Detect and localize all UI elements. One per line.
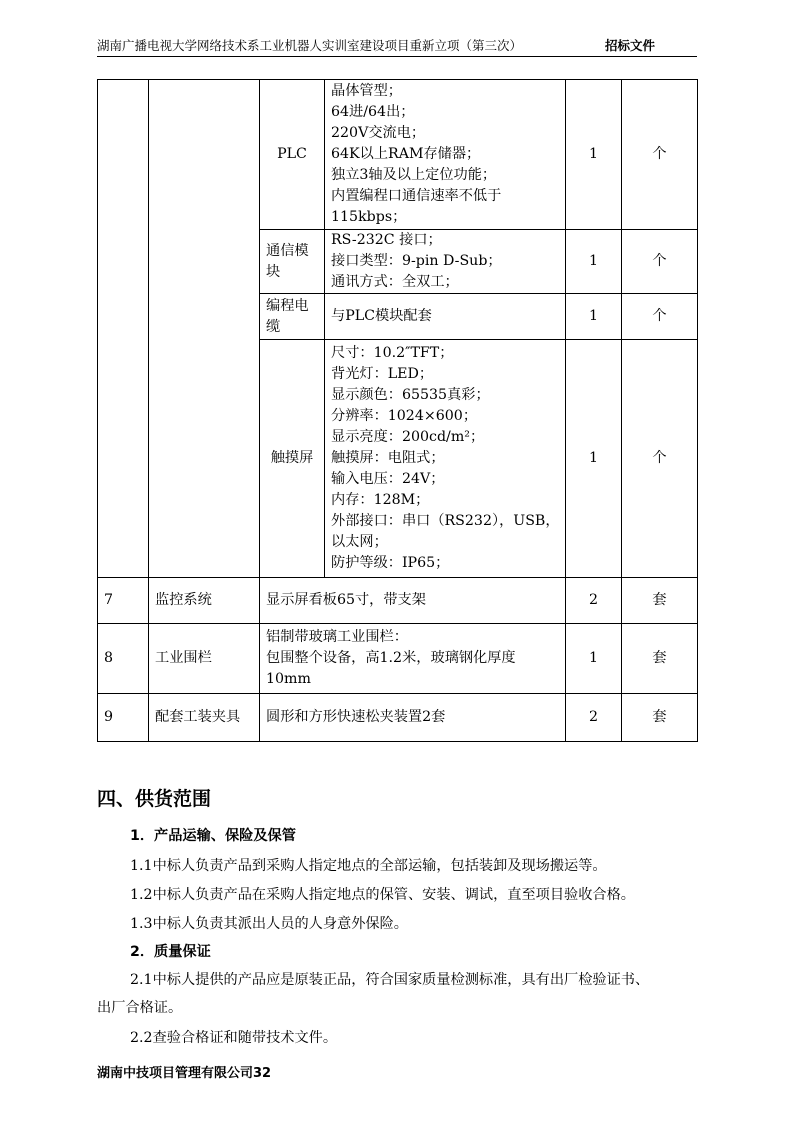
unit-cell: 个 bbox=[622, 340, 698, 578]
unit-cell: 个 bbox=[622, 80, 698, 230]
spec-line: 触摸屏：电阻式； bbox=[331, 450, 445, 466]
paragraph: 2.1中标人提供的产品应是原装正品，符合国家质量检测标准，具有出厂检验证书、 bbox=[130, 972, 650, 988]
spec-line: 防护等级：IP65； bbox=[331, 555, 450, 571]
row-number-cell: 9 bbox=[98, 694, 149, 742]
spec-line: 220V交流电； bbox=[331, 125, 426, 141]
page-header bbox=[97, 36, 697, 54]
spec-line: 圆形和方形快速松夹装置2套 bbox=[266, 709, 446, 725]
spec-line: 以太网； bbox=[331, 534, 388, 550]
spec-line: RS-232C 接口； bbox=[331, 232, 442, 248]
component-name: 触摸屏 bbox=[260, 340, 325, 578]
spec-line: 分辨率：1024×600； bbox=[331, 408, 478, 424]
spec-line: 115kbps； bbox=[331, 209, 407, 225]
spec-table bbox=[97, 79, 698, 742]
quantity-cell: 1 bbox=[566, 80, 622, 230]
spec-line: 晶体管型； bbox=[331, 83, 402, 99]
footer-company: 湖南中技项目管理有限公司 bbox=[97, 1066, 254, 1081]
item-name-cell: 工业围栏 bbox=[149, 624, 260, 694]
component-name bbox=[260, 294, 325, 340]
paragraph: 2.2查验合格证和随带技术文件。 bbox=[130, 1030, 338, 1046]
spec-line: 10mm bbox=[266, 671, 311, 687]
component-spec bbox=[325, 340, 566, 578]
header-doc-type: 招标文件 bbox=[605, 38, 656, 53]
unit-cell: 个 bbox=[622, 294, 698, 340]
component-name bbox=[260, 230, 325, 294]
quantity-cell: 1 bbox=[566, 340, 622, 578]
quantity-cell: 2 bbox=[566, 694, 622, 742]
spec-line: 64K以上RAM存储器； bbox=[331, 146, 481, 162]
item-spec-cell bbox=[260, 694, 566, 742]
spec-line: 内存：128M； bbox=[331, 492, 430, 508]
paragraph-continuation: 出厂合格证。 bbox=[97, 1000, 183, 1016]
item-name-cell: 监控系统 bbox=[149, 578, 260, 624]
spec-line: 铝制带玻璃工业围栏： bbox=[266, 629, 408, 645]
spec-line: 显示亮度：200cd/m²； bbox=[331, 429, 485, 445]
component-spec bbox=[325, 80, 566, 230]
subsection-heading: 1．产品运输、保险及保管 bbox=[130, 828, 296, 844]
spec-line: 尺寸：10.2″TFT； bbox=[331, 345, 454, 361]
paragraph: 1.1中标人负责产品到采购人指定地点的全部运输，包括装卸及现场搬运等。 bbox=[130, 858, 607, 874]
spec-line: 输入电压：24V； bbox=[331, 471, 445, 487]
name-line: 编程电 bbox=[266, 297, 309, 314]
paragraph: 1.2中标人负责产品在采购人指定地点的保管、安装、调试，直至项目验收合格。 bbox=[130, 887, 635, 903]
row-number-cell bbox=[98, 80, 149, 578]
table-row bbox=[98, 624, 698, 694]
component-spec: 与PLC模块配套 bbox=[325, 294, 566, 340]
unit-cell: 套 bbox=[622, 624, 698, 694]
header-title: 湖南广播电视大学网络技术系工业机器人实训室建设项目重新立项（第三次） bbox=[97, 38, 523, 53]
component-name: PLC bbox=[260, 80, 325, 230]
table-row bbox=[98, 694, 698, 742]
spec-line: 独立3轴及以上定位功能； bbox=[331, 167, 497, 183]
section-heading: 四、供货范围 bbox=[97, 788, 212, 810]
spec-line: 通讯方式：全双工； bbox=[331, 274, 459, 290]
paragraph: 1.3中标人负责其派出人员的人身意外保险。 bbox=[130, 916, 408, 932]
row-number-cell: 7 bbox=[98, 578, 149, 624]
item-spec-cell bbox=[260, 624, 566, 694]
spec-line: 外部接口：串口（RS232），USB， bbox=[331, 513, 560, 529]
page-footer bbox=[97, 1062, 271, 1081]
quantity-cell: 1 bbox=[566, 624, 622, 694]
spec-line: 内置编程口通信速率不低于 bbox=[331, 188, 502, 204]
header-divider bbox=[97, 56, 697, 57]
component-spec bbox=[325, 230, 566, 294]
page-number: 32 bbox=[253, 1066, 272, 1081]
spec-line: 显示颜色：65535真彩； bbox=[331, 387, 490, 403]
unit-cell: 个 bbox=[622, 230, 698, 294]
subsection-heading: 2．质量保证 bbox=[130, 944, 211, 960]
item-spec-cell bbox=[260, 578, 566, 624]
quantity-cell: 1 bbox=[566, 294, 622, 340]
table-row bbox=[98, 80, 698, 230]
item-name-cell bbox=[149, 80, 260, 578]
table-row bbox=[98, 578, 698, 624]
spec-line: 显示屏看板65寸，带支架 bbox=[266, 592, 426, 608]
spec-line: 64进/64出； bbox=[331, 104, 415, 120]
spec-line: 背光灯：LED； bbox=[331, 366, 434, 382]
row-number-cell: 8 bbox=[98, 624, 149, 694]
quantity-cell: 2 bbox=[566, 578, 622, 624]
unit-cell: 套 bbox=[622, 578, 698, 624]
unit-cell: 套 bbox=[622, 694, 698, 742]
spec-line: 接口类型：9-pin D-Sub； bbox=[331, 253, 502, 269]
item-name-cell: 配套工装夹具 bbox=[149, 694, 260, 742]
name-line: 缆 bbox=[266, 318, 281, 335]
name-line: 通信模 bbox=[266, 242, 309, 259]
quantity-cell: 1 bbox=[566, 230, 622, 294]
spec-line: 包围整个设备，高1.2米，玻璃钢化厚度 bbox=[266, 650, 516, 666]
name-line: 块 bbox=[266, 263, 281, 280]
